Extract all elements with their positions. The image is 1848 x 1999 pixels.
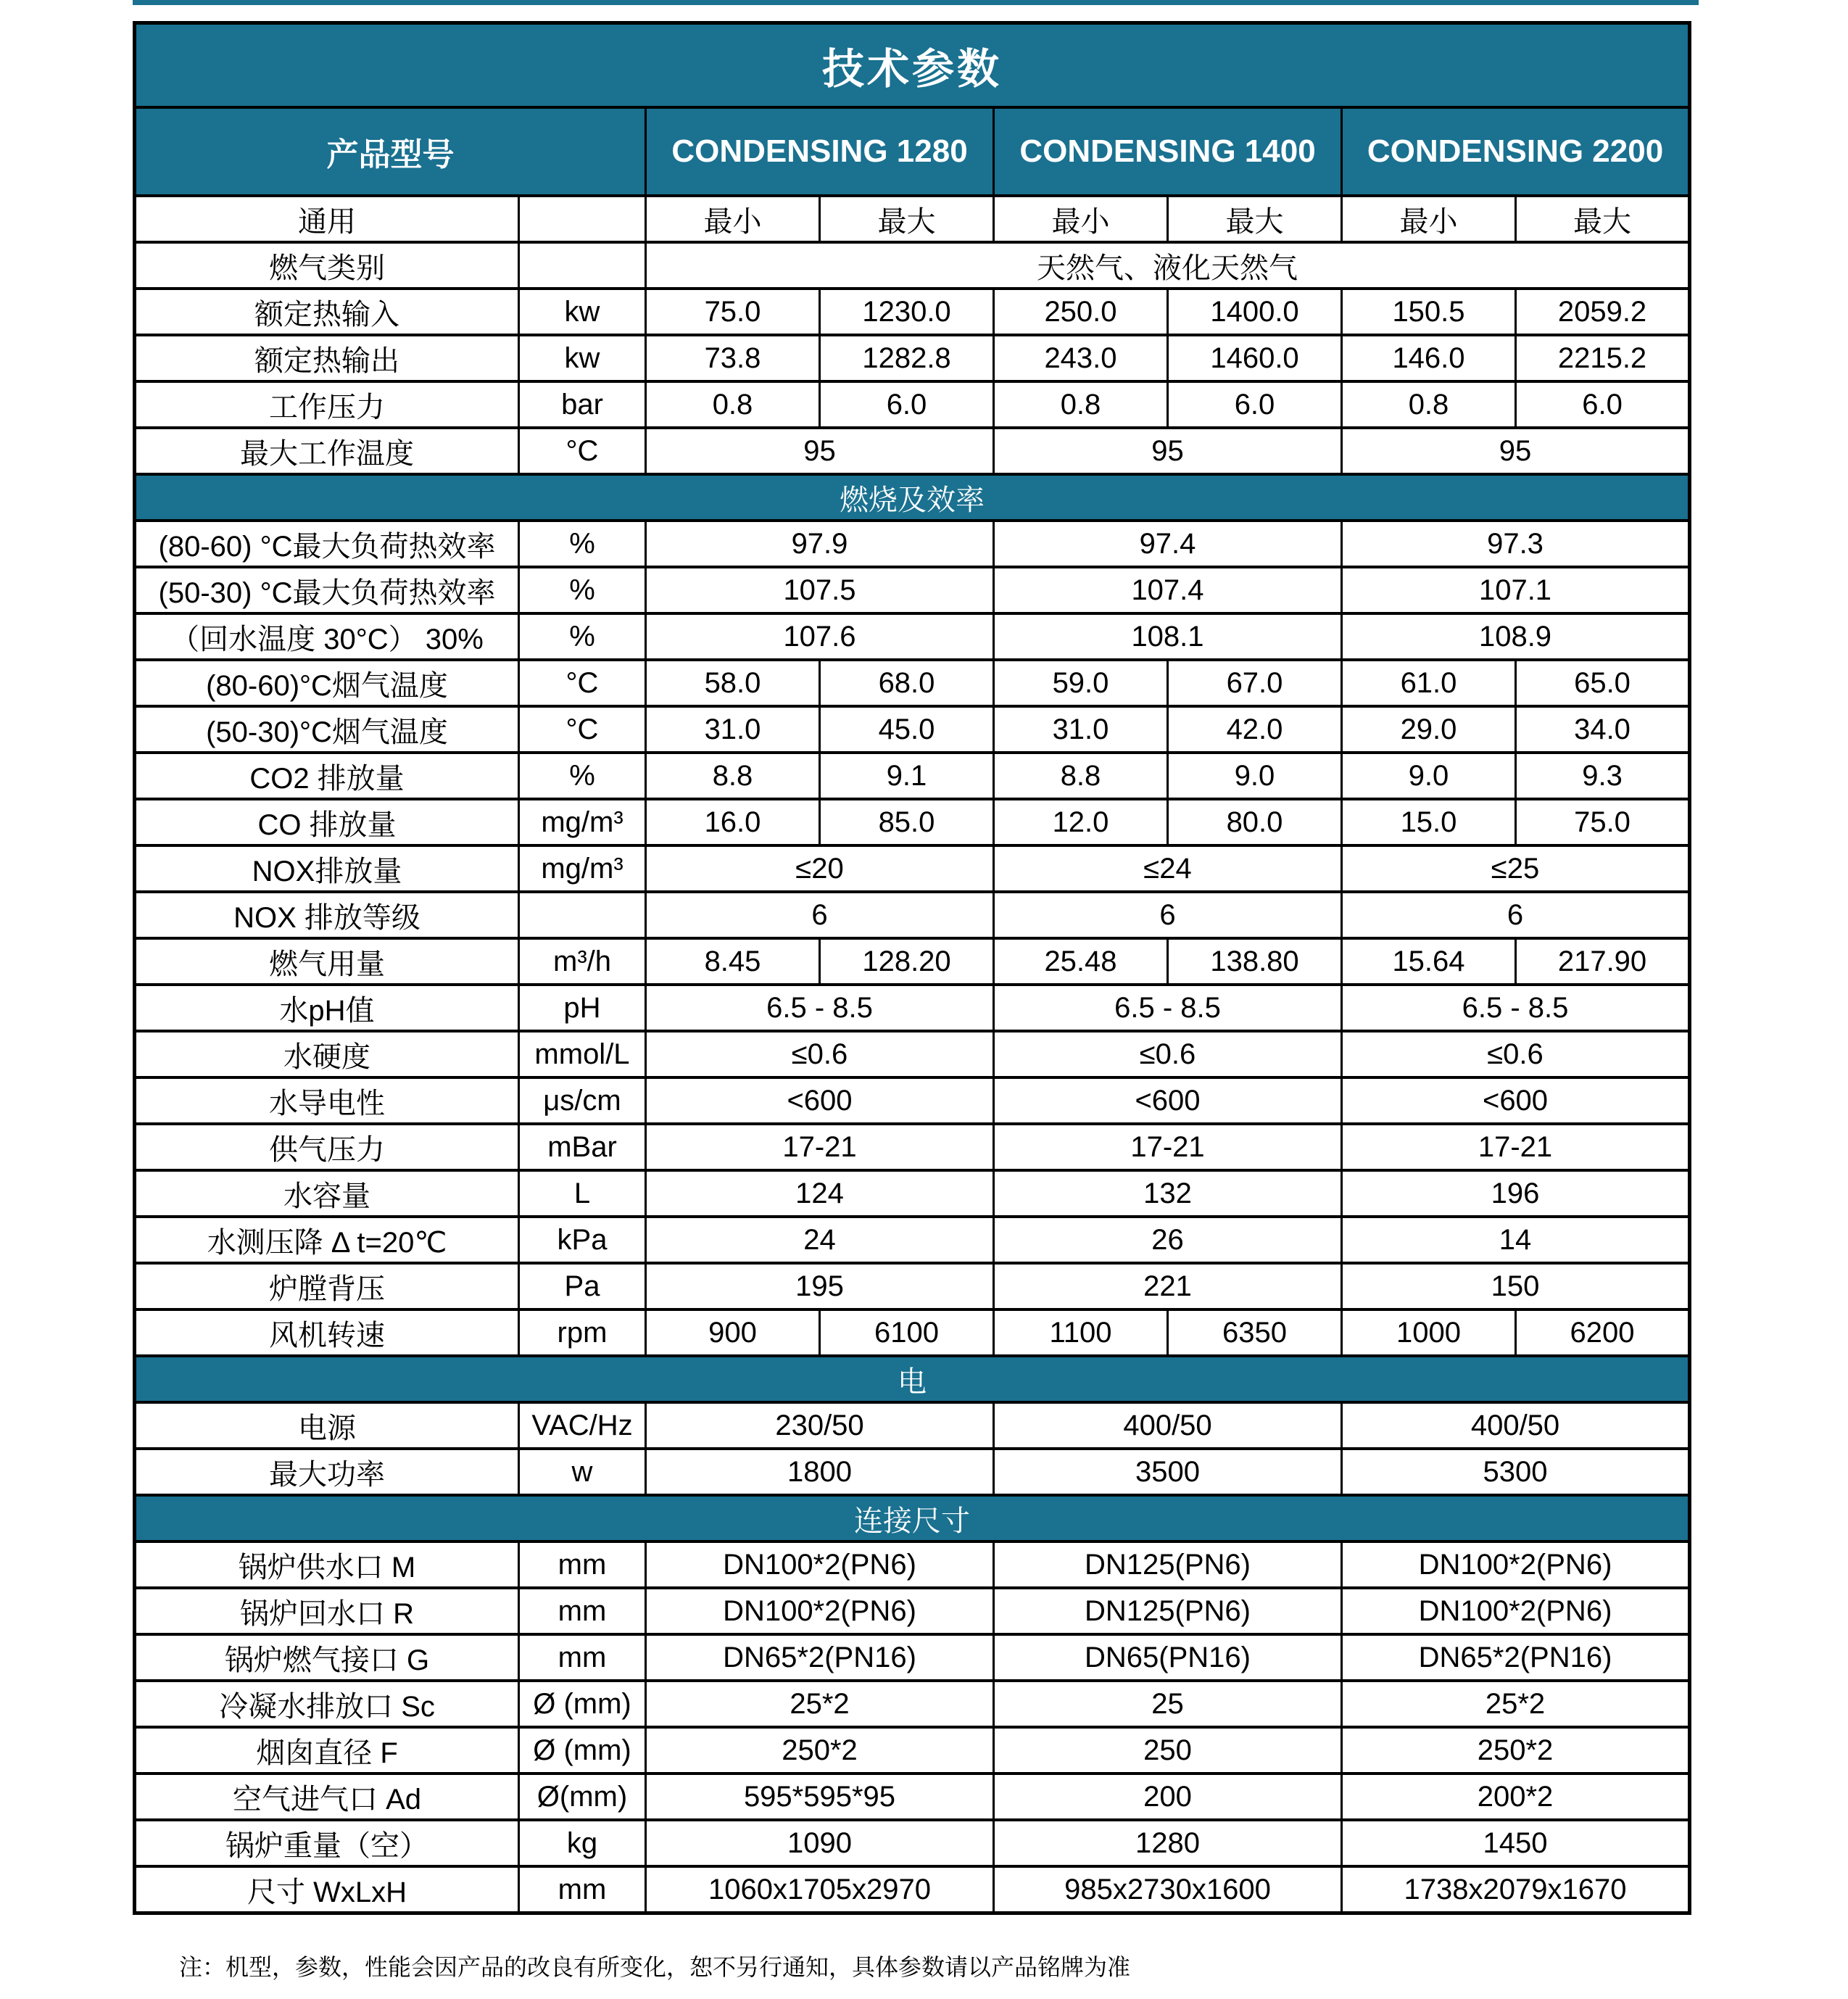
row-value: 1000 [1342, 1309, 1516, 1356]
table-row [135, 1727, 1690, 1774]
row-value: DN100*2(PN6) [646, 1541, 994, 1588]
row-value: 5300 [1342, 1449, 1690, 1495]
row-label: 锅炉回水口 R [135, 1588, 519, 1634]
row-value: <600 [1342, 1077, 1690, 1124]
row-value: DN125(PN6) [994, 1588, 1342, 1634]
row-unit: °C [519, 706, 646, 753]
row-value: DN100*2(PN6) [1342, 1541, 1690, 1588]
row-value: 25*2 [1342, 1681, 1690, 1727]
row-value: 59.0 [994, 660, 1168, 706]
row-value: 150 [1342, 1263, 1690, 1309]
row-value: 1400.0 [1168, 289, 1342, 335]
row-unit: w [519, 1449, 646, 1495]
row-value: 1460.0 [1168, 335, 1342, 381]
row-unit: °C [519, 660, 646, 706]
row-value: <600 [646, 1077, 994, 1124]
row-value: ≤0.6 [1342, 1031, 1690, 1077]
row-value: 17-21 [1342, 1124, 1690, 1170]
row-label: (80-60) °C最大负荷热效率 [135, 521, 519, 567]
subheader-unit [519, 196, 646, 242]
row-label: 额定热输入 [135, 289, 519, 335]
row-value: ≤24 [994, 845, 1342, 892]
row-unit: VAC/Hz [519, 1402, 646, 1449]
row-value: 1100 [994, 1309, 1168, 1356]
row-label: CO2 排放量 [135, 753, 519, 799]
table-row [135, 706, 1690, 753]
row-value: 146.0 [1342, 335, 1516, 381]
row-value: 9.3 [1516, 753, 1690, 799]
row-value: 985x2730x1600 [994, 1866, 1342, 1913]
row-unit: mm [519, 1866, 646, 1913]
row-value: 195 [646, 1263, 994, 1309]
table-row [135, 799, 1690, 845]
row-label: 燃气用量 [135, 938, 519, 985]
row-value: 26 [994, 1217, 1342, 1263]
row-value: 95 [1342, 428, 1690, 474]
row-label: 水测压降 Δ t=20℃ [135, 1217, 519, 1263]
row-value: 65.0 [1516, 660, 1690, 706]
row-label: (80-60)°C烟气温度 [135, 660, 519, 706]
table-row [135, 1541, 1690, 1588]
row-value: 16.0 [646, 799, 820, 845]
row-unit: mBar [519, 1124, 646, 1170]
table-row [135, 1634, 1690, 1681]
row-unit: kw [519, 289, 646, 335]
row-value: DN65*2(PN16) [646, 1634, 994, 1681]
row-label: NOX排放量 [135, 845, 519, 892]
row-unit: bar [519, 381, 646, 428]
table-row [135, 428, 1690, 474]
row-unit: Ø(mm) [519, 1774, 646, 1820]
row-value: 45.0 [820, 706, 994, 753]
row-value: 17-21 [646, 1124, 994, 1170]
table-row [135, 567, 1690, 613]
row-value: 6.0 [820, 381, 994, 428]
row-value: 9.0 [1168, 753, 1342, 799]
row-value: 75.0 [646, 289, 820, 335]
row-unit: mm [519, 1588, 646, 1634]
table-row [135, 1124, 1690, 1170]
row-value: 0.8 [1342, 381, 1516, 428]
row-label: (50-30) °C最大负荷热效率 [135, 567, 519, 613]
row-label: 水硬度 [135, 1031, 519, 1077]
row-value: 1738x2079x1670 [1342, 1866, 1690, 1913]
row-value: 12.0 [994, 799, 1168, 845]
row-value: DN125(PN6) [994, 1541, 1342, 1588]
table-row [135, 1217, 1690, 1263]
row-unit: mg/m³ [519, 799, 646, 845]
table-row [135, 1774, 1690, 1820]
row-value: 8.8 [994, 753, 1168, 799]
spec-table-body [135, 242, 1690, 1913]
top-accent-bar [133, 0, 1699, 5]
model-name-condensing-1400: CONDENSING 1400 [994, 107, 1342, 196]
row-unit: Ø (mm) [519, 1681, 646, 1727]
row-value: 97.9 [646, 521, 994, 567]
min-header: 最小 [1342, 196, 1516, 242]
row-unit [519, 242, 646, 289]
row-value: DN65(PN16) [994, 1634, 1342, 1681]
row-unit: mg/m³ [519, 845, 646, 892]
row-unit: °C [519, 428, 646, 474]
row-unit: kg [519, 1820, 646, 1866]
row-value: 243.0 [994, 335, 1168, 381]
row-value: 900 [646, 1309, 820, 1356]
row-value: 6.5 - 8.5 [994, 985, 1342, 1031]
row-label: 工作压力 [135, 381, 519, 428]
row-unit [519, 892, 646, 938]
row-value: 0.8 [994, 381, 1168, 428]
table-row [135, 1681, 1690, 1727]
model-name-condensing-2200: CONDENSING 2200 [1342, 107, 1690, 196]
row-value: 58.0 [646, 660, 820, 706]
row-value: 6.0 [1168, 381, 1342, 428]
row-value: 6.5 - 8.5 [646, 985, 994, 1031]
row-label: 水导电性 [135, 1077, 519, 1124]
row-value: 150.5 [1342, 289, 1516, 335]
row-value: 250 [994, 1727, 1342, 1774]
row-unit: kPa [519, 1217, 646, 1263]
row-unit: % [519, 521, 646, 567]
row-label: 锅炉燃气接口 G [135, 1634, 519, 1681]
min-header: 最小 [994, 196, 1168, 242]
row-value: 6200 [1516, 1309, 1690, 1356]
section-label: 连接尺寸 [135, 1495, 1690, 1541]
row-value: 31.0 [646, 706, 820, 753]
row-value: 6 [1342, 892, 1690, 938]
row-value: ≤25 [1342, 845, 1690, 892]
row-value: 217.90 [1516, 938, 1690, 985]
row-value: 6.0 [1516, 381, 1690, 428]
table-row [135, 1866, 1690, 1913]
row-value: 107.6 [646, 613, 994, 660]
row-label: 供气压力 [135, 1124, 519, 1170]
row-label: 尺寸 WxLxH [135, 1866, 519, 1913]
max-header: 最大 [820, 196, 994, 242]
row-value: 14 [1342, 1217, 1690, 1263]
row-unit: Ø (mm) [519, 1727, 646, 1774]
footer-note: 注：机型，参数，性能会因产品的改良有所变化，恕不另行通知，具体参数请以产品铭牌为准 [179, 1954, 1131, 1980]
table-row [135, 1031, 1690, 1077]
row-unit: Pa [519, 1263, 646, 1309]
row-value: 1090 [646, 1820, 994, 1866]
row-value: 107.5 [646, 567, 994, 613]
row-value: 34.0 [1516, 706, 1690, 753]
row-value: 1282.8 [820, 335, 994, 381]
product-header-row [135, 107, 1690, 196]
row-value: ≤20 [646, 845, 994, 892]
row-label: 锅炉重量（空） [135, 1820, 519, 1866]
row-value: DN100*2(PN6) [1342, 1588, 1690, 1634]
row-unit: L [519, 1170, 646, 1217]
table-row [135, 1449, 1690, 1495]
section-label: 电 [135, 1356, 1690, 1402]
table-row [135, 1309, 1690, 1356]
row-value: DN65*2(PN16) [1342, 1634, 1690, 1681]
row-label: 燃气类别 [135, 242, 519, 289]
row-value: 230/50 [646, 1402, 994, 1449]
row-label: 冷凝水排放口 Sc [135, 1681, 519, 1727]
row-label: 水pH值 [135, 985, 519, 1031]
product-model-label: 产品型号 [135, 107, 646, 196]
row-label: 风机转速 [135, 1309, 519, 1356]
table-title-row [135, 23, 1690, 108]
row-value: 29.0 [1342, 706, 1516, 753]
row-value: 80.0 [1168, 799, 1342, 845]
row-value: 75.0 [1516, 799, 1690, 845]
row-label: 空气进气口 Ad [135, 1774, 519, 1820]
row-value: 97.3 [1342, 521, 1690, 567]
table-row [135, 1402, 1690, 1449]
row-label: CO 排放量 [135, 799, 519, 845]
row-value: 1060x1705x2970 [646, 1866, 994, 1913]
row-value: 85.0 [820, 799, 994, 845]
row-value: 250*2 [1342, 1727, 1690, 1774]
row-value: 25*2 [646, 1681, 994, 1727]
table-row [135, 613, 1690, 660]
table-row [135, 1170, 1690, 1217]
row-unit: mm [519, 1541, 646, 1588]
row-value: 3500 [994, 1449, 1342, 1495]
row-value: 0.8 [646, 381, 820, 428]
row-value: 400/50 [1342, 1402, 1690, 1449]
row-value: DN100*2(PN6) [646, 1588, 994, 1634]
row-value: 天然气、液化天然气 [646, 242, 1690, 289]
table-row [135, 845, 1690, 892]
row-value: 2215.2 [1516, 335, 1690, 381]
row-value: 6350 [1168, 1309, 1342, 1356]
row-value: 6 [994, 892, 1342, 938]
row-unit: % [519, 613, 646, 660]
row-value: <600 [994, 1077, 1342, 1124]
row-label: 最大功率 [135, 1449, 519, 1495]
table-row [135, 892, 1690, 938]
row-value: 8.8 [646, 753, 820, 799]
row-value: 1280 [994, 1820, 1342, 1866]
row-value: 95 [994, 428, 1342, 474]
row-value: 25 [994, 1681, 1342, 1727]
subheader-row [135, 196, 1690, 242]
table-row [135, 1077, 1690, 1124]
table-row [135, 938, 1690, 985]
row-value: 200 [994, 1774, 1342, 1820]
row-label: 最大工作温度 [135, 428, 519, 474]
row-value: 250*2 [646, 1727, 994, 1774]
row-unit: μs/cm [519, 1077, 646, 1124]
row-label: 电源 [135, 1402, 519, 1449]
row-value: 595*595*95 [646, 1774, 994, 1820]
row-unit: m³/h [519, 938, 646, 985]
row-value: 107.1 [1342, 567, 1690, 613]
row-unit: % [519, 567, 646, 613]
table-row [135, 289, 1690, 335]
row-value: 9.0 [1342, 753, 1516, 799]
row-value: 250.0 [994, 289, 1168, 335]
row-value: 42.0 [1168, 706, 1342, 753]
row-value: 400/50 [994, 1402, 1342, 1449]
min-header: 最小 [646, 196, 820, 242]
section-row [135, 1495, 1690, 1541]
row-unit: mmol/L [519, 1031, 646, 1077]
row-label: 额定热输出 [135, 335, 519, 381]
row-value: 24 [646, 1217, 994, 1263]
model-name-condensing-1280: CONDENSING 1280 [646, 107, 994, 196]
section-row [135, 474, 1690, 521]
row-value: 108.1 [994, 613, 1342, 660]
row-label: NOX 排放等级 [135, 892, 519, 938]
row-value: 1450 [1342, 1820, 1690, 1866]
row-label: 水容量 [135, 1170, 519, 1217]
row-value: 15.64 [1342, 938, 1516, 985]
row-value: 67.0 [1168, 660, 1342, 706]
row-value: 25.48 [994, 938, 1168, 985]
row-value: 128.20 [820, 938, 994, 985]
section-label: 燃烧及效率 [135, 474, 1690, 521]
table-row [135, 985, 1690, 1031]
row-value: 73.8 [646, 335, 820, 381]
row-value: 2059.2 [1516, 289, 1690, 335]
row-unit: mm [519, 1634, 646, 1681]
row-unit: % [519, 753, 646, 799]
row-value: 221 [994, 1263, 1342, 1309]
table-row [135, 1588, 1690, 1634]
row-label: 烟囱直径 F [135, 1727, 519, 1774]
table-row [135, 335, 1690, 381]
row-value: 108.9 [1342, 613, 1690, 660]
spec-table [133, 21, 1691, 1915]
row-value: 1230.0 [820, 289, 994, 335]
row-value: 95 [646, 428, 994, 474]
table-row [135, 242, 1690, 289]
table-row [135, 381, 1690, 428]
row-value: 200*2 [1342, 1774, 1690, 1820]
row-label: （回水温度 30°C） 30% [135, 613, 519, 660]
table-row [135, 660, 1690, 706]
row-value: 68.0 [820, 660, 994, 706]
table-row [135, 521, 1690, 567]
row-value: 15.0 [1342, 799, 1516, 845]
row-value: 6 [646, 892, 994, 938]
row-value: 9.1 [820, 753, 994, 799]
table-row [135, 753, 1690, 799]
row-unit: rpm [519, 1309, 646, 1356]
max-header: 最大 [1516, 196, 1690, 242]
row-value: 6.5 - 8.5 [1342, 985, 1690, 1031]
row-unit: kw [519, 335, 646, 381]
row-label: (50-30)°C烟气温度 [135, 706, 519, 753]
row-value: ≤0.6 [994, 1031, 1342, 1077]
row-value: 97.4 [994, 521, 1342, 567]
row-value: 1800 [646, 1449, 994, 1495]
table-row [135, 1263, 1690, 1309]
row-value: 138.80 [1168, 938, 1342, 985]
row-value: 31.0 [994, 706, 1168, 753]
row-value: 196 [1342, 1170, 1690, 1217]
row-value: 61.0 [1342, 660, 1516, 706]
max-header: 最大 [1168, 196, 1342, 242]
row-value: ≤0.6 [646, 1031, 994, 1077]
row-value: 124 [646, 1170, 994, 1217]
row-value: 17-21 [994, 1124, 1342, 1170]
subheader-label: 通用 [135, 196, 519, 242]
row-value: 107.4 [994, 567, 1342, 613]
row-value: 6100 [820, 1309, 994, 1356]
row-value: 8.45 [646, 938, 820, 985]
section-row [135, 1356, 1690, 1402]
table-row [135, 1820, 1690, 1866]
page-title: 技术参数 [135, 23, 1690, 108]
row-label: 炉膛背压 [135, 1263, 519, 1309]
row-value: 132 [994, 1170, 1342, 1217]
row-label: 锅炉供水口 M [135, 1541, 519, 1588]
row-unit: pH [519, 985, 646, 1031]
